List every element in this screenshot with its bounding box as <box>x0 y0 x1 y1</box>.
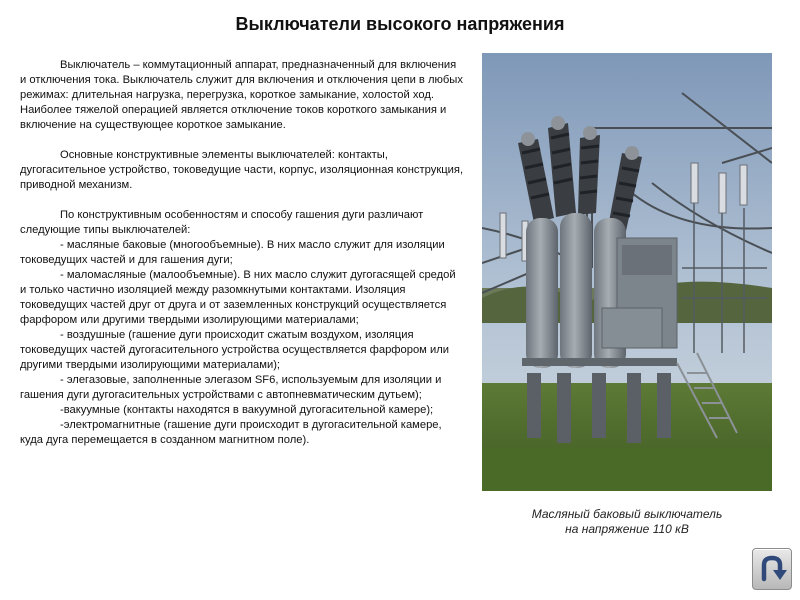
types-intro: По конструктивным особенностям и способу гашения дуги различают следующие типы выключателей: <box>20 209 424 236</box>
breaker-photo <box>482 53 772 491</box>
paragraph-definition: Выключатель – коммутационный аппарат, предназначенный для включения и отключения тока. Выключатель служит для включения и отключения цепи в любых режимах: длительная нагрузка, перегрузка, короткое замыкание, холостой ход. Наиболее тяжелой операцией является отключение токов короткого замыкания и включение на существующее короткое замыкание. <box>20 59 463 131</box>
page-title: Выключатели высокого напряжения <box>235 14 565 34</box>
body-text <box>20 58 465 448</box>
type-item-vacuum: -вакуумные (контакты находятся в вакуумной дугогасительной камере); <box>60 404 434 416</box>
back-button[interactable] <box>752 548 792 590</box>
type-item-air: - воздушные (гашение дуги происходит сжатым воздухом, изоляция токоведущих частей дугогасительного устройства осуществляется фарфором или другими твердыми изолирующими материалами); <box>20 329 450 371</box>
type-item-electromagnetic: -электромагнитные (гашение дуги происходит в дугогасительной камере, куда дуга перемещается в созданном магнитном поле). <box>20 419 442 446</box>
photo-caption: Масляный баковый выключатель на напряжение 110 кВ <box>531 507 723 536</box>
type-item-sf6: - элегазовые, заполненные элегазом SF6, используемым для изоляции и гашения дуги дугогасительных устройствами с автопневматическим дутьем); <box>20 374 442 401</box>
type-item-oil-tank: - масляные баковые (многообъемные). В них масло служит для изоляции токоведущих частей и для гашения дуги; <box>20 239 445 266</box>
return-arrow-icon <box>753 549 791 589</box>
types-list <box>20 208 465 448</box>
paragraph-elements: Основные конструктивные элементы выключателей: контакты, дугогасительное устройство, токоведущие части, корпус, изоляционная конструкция, приводной механизм. <box>20 149 464 191</box>
type-item-low-oil: - маломасляные (малообъемные). В них масло служит дугогасящей средой и только частично изоляцией между разомкнутыми контактами. Изоляция токоведущих частей друг от друга и от заземленных конструкций осуществляется фарфором или другими твердыми изолирующими материалами; <box>20 269 456 326</box>
